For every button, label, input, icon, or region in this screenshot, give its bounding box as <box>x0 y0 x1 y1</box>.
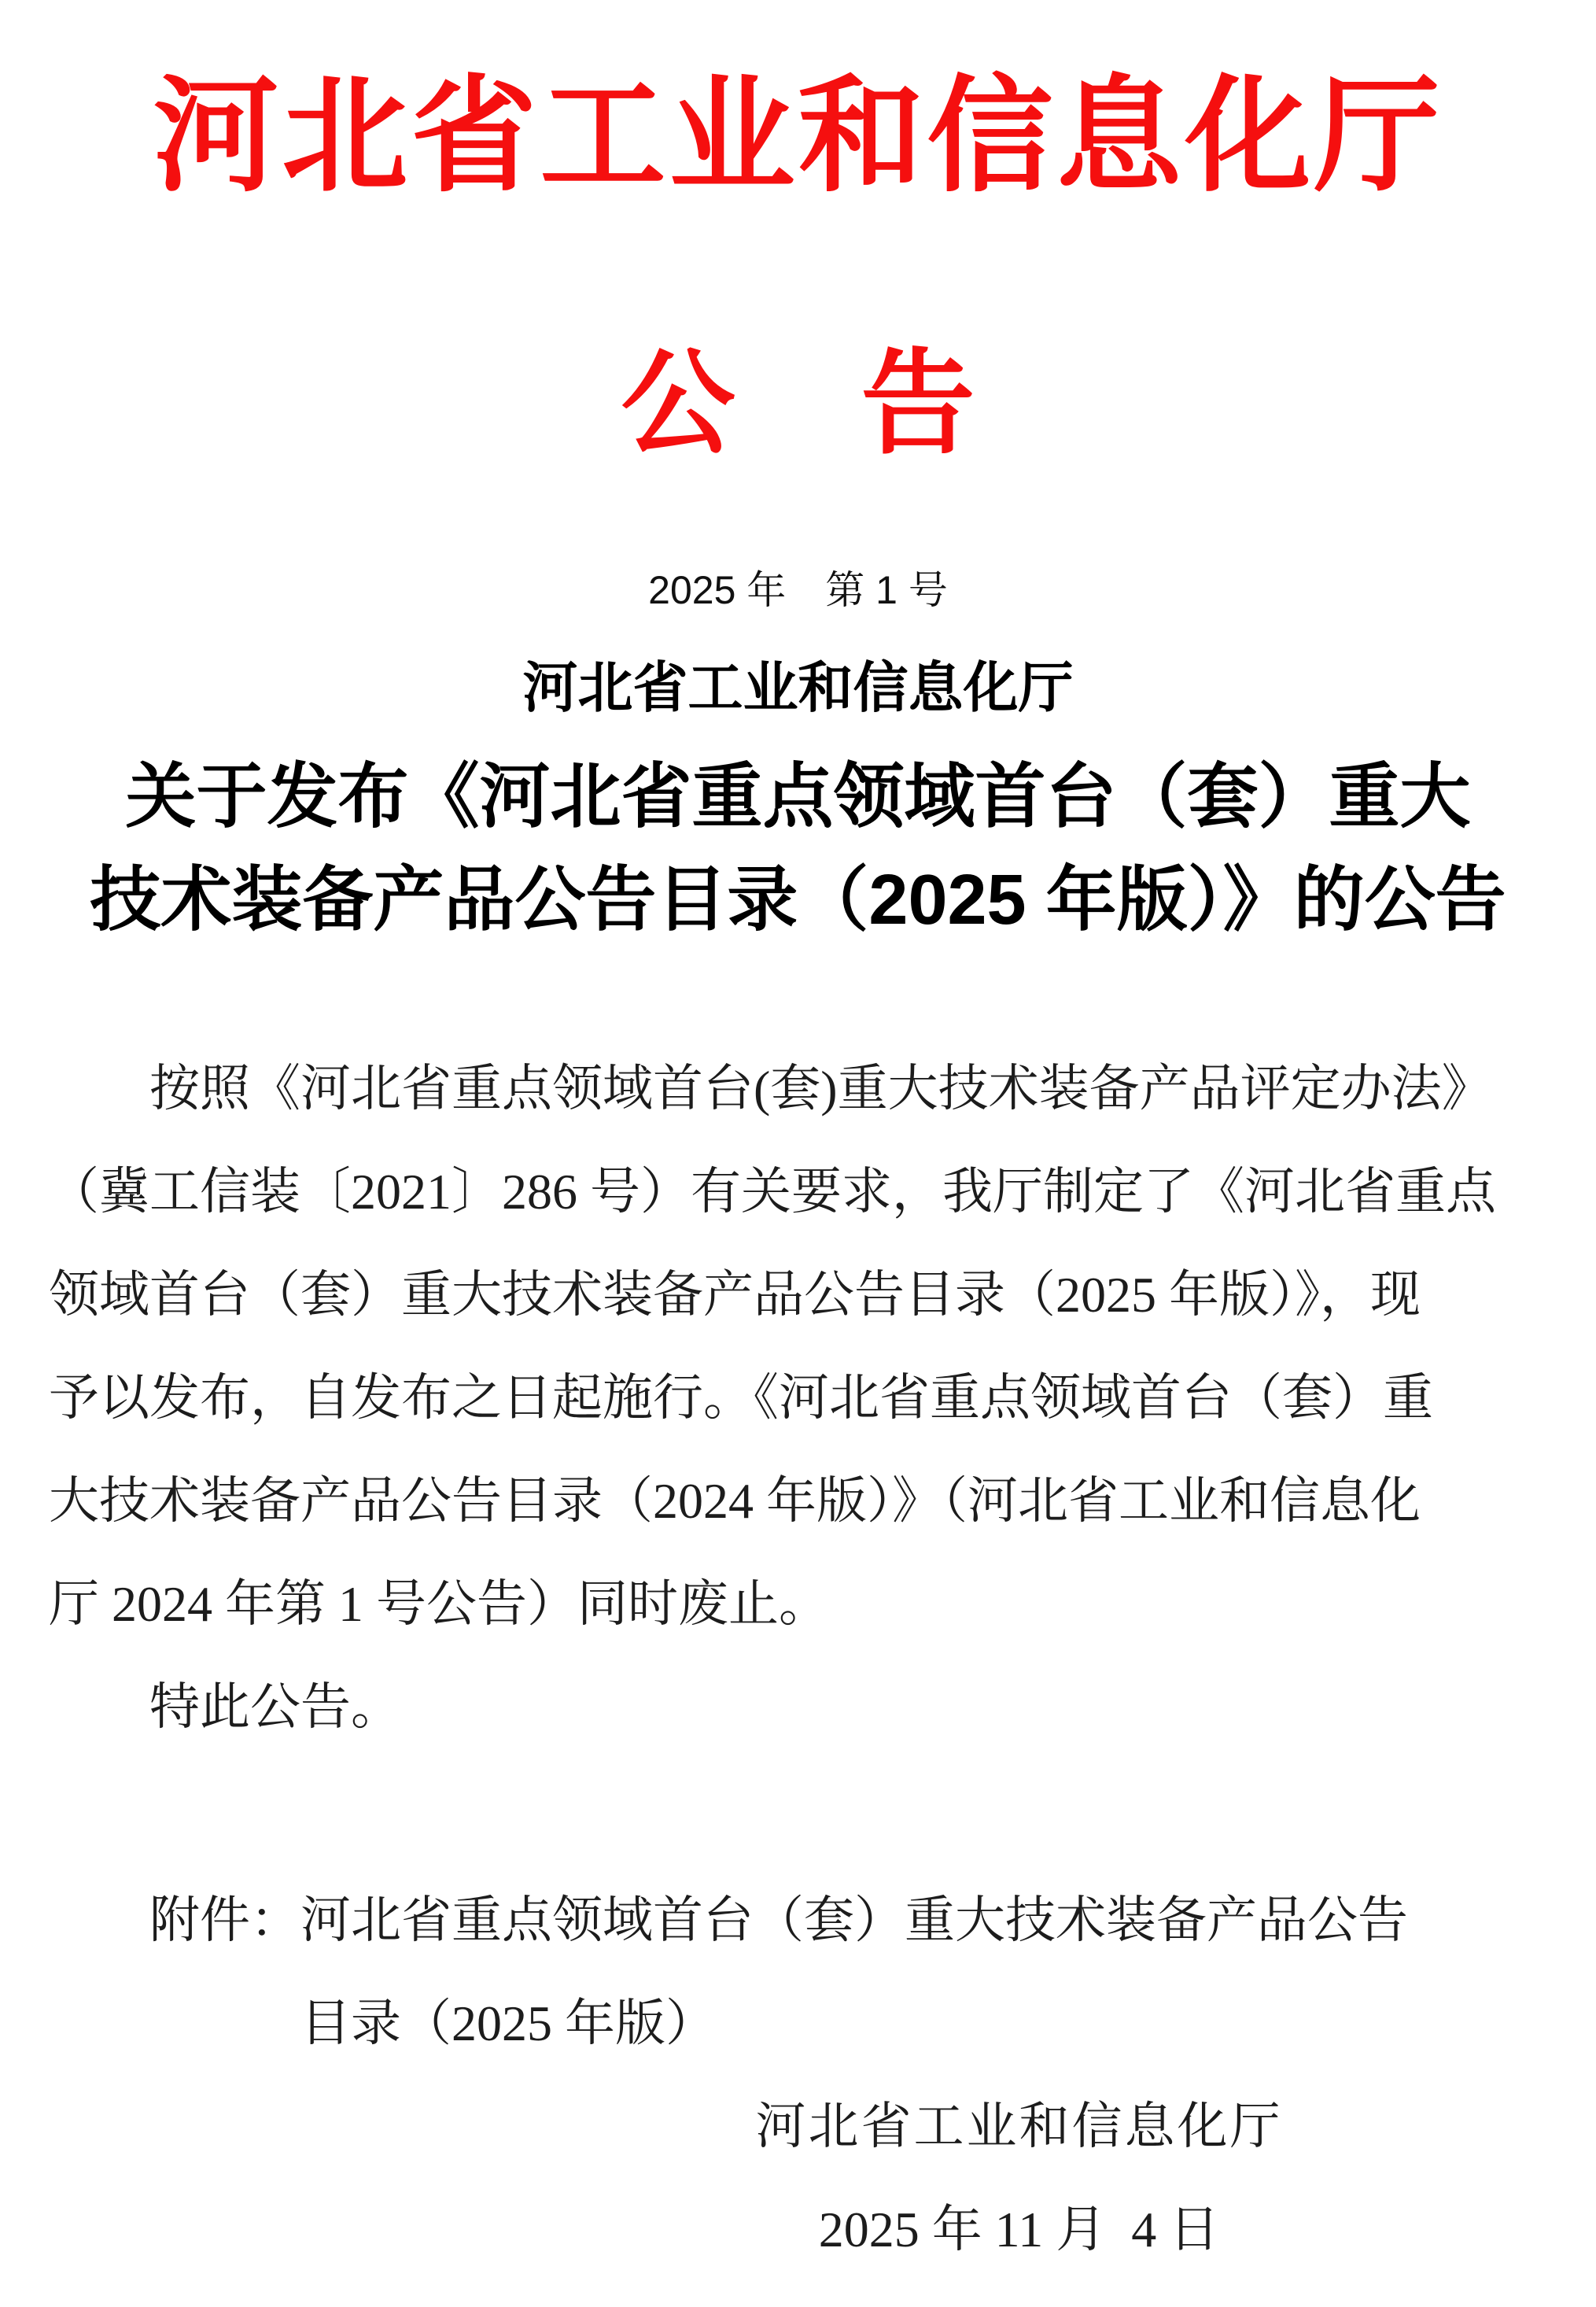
body-paragraphs <box>49 1037 1547 1759</box>
document-title-subject-line-2: 技术装备产品公告目录（2025 年版）》的公告 <box>90 861 1506 939</box>
agency-masthead-title: 河北省工业和信息化厅 <box>153 67 1443 207</box>
closing-line: 特此公告。 <box>149 1679 401 1735</box>
document-title-agency-line: 河北省工业和信息化厅 <box>522 657 1074 718</box>
attachment-line-1: 附件：河北省重点领域首台（套）重大技术装备产品公告 <box>149 1892 1408 1948</box>
document-title-subject-line-1: 关于发布《河北省重点领域首台（套）重大 <box>125 758 1471 836</box>
body-line: 按照《河北省重点领域首台(套)重大技术装备产品评定办法》 <box>149 1061 1492 1117</box>
body-line: 予以发布，自发布之日起施行。《河北省重点领域首台（套）重 <box>49 1370 1433 1426</box>
document-content <box>0 67 1596 2281</box>
attachment-line-2: 目录（2025 年版） <box>300 1995 716 2051</box>
issue-number-line: 2025 年 第 1 号 <box>648 568 948 612</box>
body-line: 领域首台（套）重大技术装备产品公告目录（2025 年版）》，现 <box>49 1267 1421 1323</box>
body-line: 厅 2024 年第 1 号公告）同时废止。 <box>49 1576 829 1632</box>
attachment-section <box>49 1869 1547 2075</box>
body-line: （冀工信装〔2021〕286 号）有关要求，我厅制定了《河北省重点 <box>49 1164 1496 1220</box>
announcement-char-gong: 公 <box>621 342 735 468</box>
announcement-char-gao: 告 <box>861 342 975 468</box>
announcement-heading <box>49 342 1547 468</box>
signature-agency: 河北省工业和信息化厅 <box>755 2098 1283 2154</box>
body-line: 大技术装备产品公告目录（2024 年版）》（河北省工业和信息化 <box>49 1473 1421 1529</box>
signature-date: 2025 年 11 月 4 日 <box>818 2202 1220 2257</box>
signature-block <box>49 2075 1547 2281</box>
